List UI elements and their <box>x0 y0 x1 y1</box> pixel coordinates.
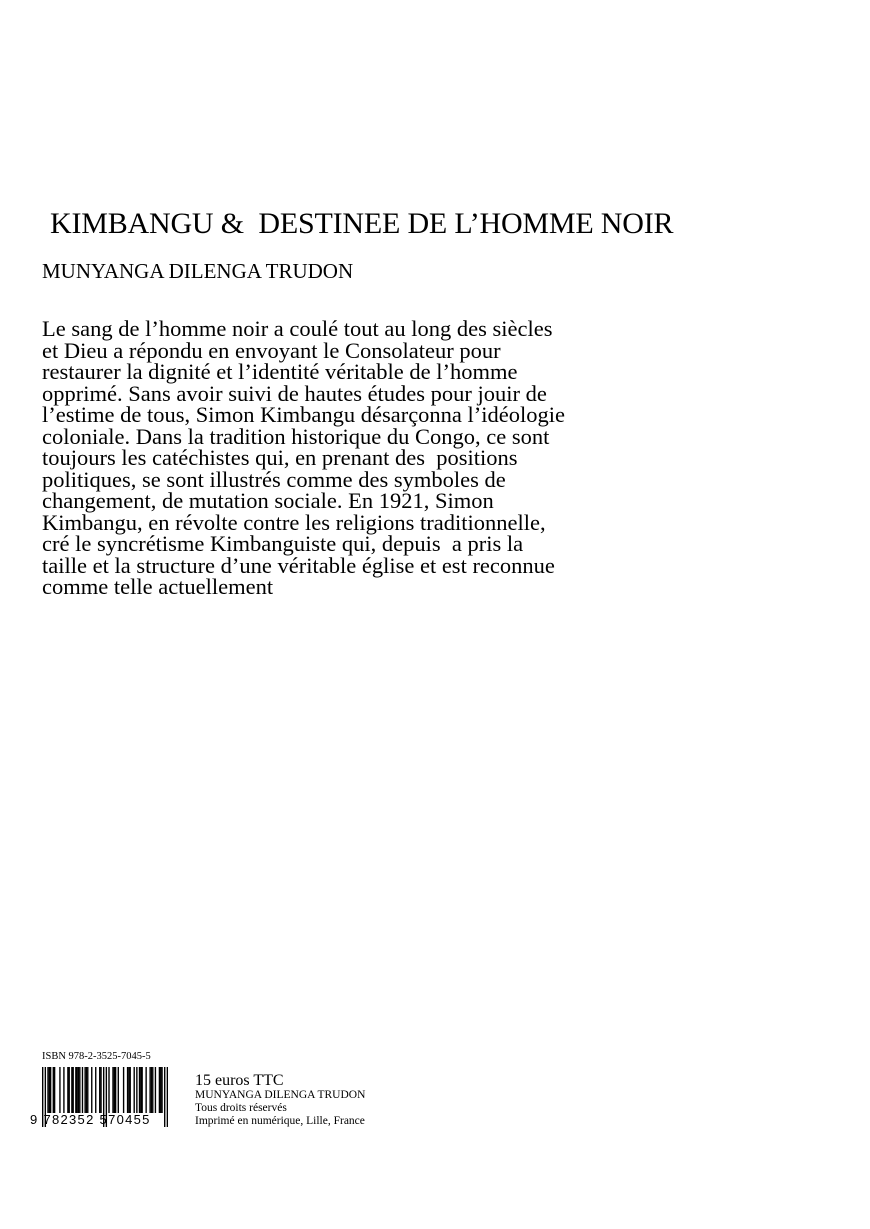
barcode-bar <box>54 1067 55 1113</box>
barcode-digits: 9 782352 570455 <box>30 1112 151 1127</box>
printing-notice: Imprimé en numérique, Lille, France <box>195 1115 365 1127</box>
blurb-line: comme telle actuellement <box>42 574 274 599</box>
barcode-bar <box>71 1067 72 1113</box>
rights-notice: Tous droits réservés <box>195 1102 287 1114</box>
blurb-line: toujours les catéchistes qui, en prenant des positions <box>42 445 518 470</box>
book-author: MUNYANGA DILENGA TRUDON <box>42 259 354 283</box>
book-title: KIMBANGU & DESTINEE DE L’HOMME NOIR <box>50 207 674 240</box>
publication-info <box>195 1072 365 1128</box>
blurb-line: Le sang de l’homme noir a coulé tout au long des siècles <box>42 316 553 341</box>
barcode-bar <box>63 1067 64 1113</box>
barcode-bar <box>82 1067 83 1113</box>
barcode-bar <box>50 1067 51 1113</box>
barcode-bar <box>59 1067 60 1113</box>
barcode-bar <box>53 1067 54 1113</box>
barcode-bar <box>112 1067 113 1113</box>
blurb-line: changement, de mutation sociale. En 1921, Simon <box>42 488 494 513</box>
back-cover-blurb <box>42 318 565 598</box>
blurb-line: l’estime de tous, Simon Kimbangu désarçonna l’idéologie <box>42 402 566 427</box>
barcode-bar <box>95 1067 96 1113</box>
blurb-line: coloniale. Dans la tradition historique du Congo, ce sont <box>42 423 550 449</box>
blurb-line: taille et la structure d’une véritable église et est reconnue <box>42 552 555 578</box>
blurb-line: Kimbangu, en révolte contre les religions traditionnelle, <box>42 509 546 535</box>
barcode-bar <box>141 1067 142 1113</box>
barcode-bar <box>75 1067 76 1113</box>
barcode-bar <box>86 1067 87 1113</box>
blurb-line: opprimé. Sans avoir suivi de hautes études pour jouir de <box>42 380 547 406</box>
barcode-bar <box>87 1067 88 1113</box>
barcode-bar <box>167 1067 168 1127</box>
barcode-bar <box>115 1067 116 1113</box>
blurb-line: cré le syncrétisme Kimbanguiste qui, depuis a pris la <box>42 531 524 556</box>
barcode-bar <box>114 1067 115 1113</box>
barcode-bar <box>160 1067 161 1113</box>
barcode-bar <box>149 1067 150 1113</box>
barcode-bar <box>159 1067 160 1113</box>
barcode-bar <box>155 1067 156 1113</box>
barcode-bar <box>79 1067 80 1113</box>
price: 15 euros TTC <box>195 1072 284 1089</box>
barcode-bar <box>47 1067 48 1113</box>
barcode-bar <box>100 1067 101 1113</box>
barcode-bar <box>127 1067 128 1113</box>
barcode-bar <box>84 1067 85 1113</box>
barcode-bar <box>130 1067 131 1113</box>
blurb-line: restaurer la dignité et l’identité véritable de l’homme <box>42 359 518 384</box>
barcode-bar <box>123 1067 124 1113</box>
publisher-author: MUNYANGA DILENGA TRUDON <box>195 1089 366 1101</box>
barcode-bar <box>69 1067 70 1113</box>
barcode-bar <box>73 1067 74 1113</box>
isbn-label: ISBN 978-2-3525-7045-5 <box>42 1051 151 1062</box>
barcode-bar <box>49 1067 50 1113</box>
barcode-bar <box>152 1067 153 1113</box>
blurb-line: et Dieu a répondu en envoyant le Consolateur pour <box>42 337 501 363</box>
barcode-bar <box>128 1067 129 1113</box>
barcode-bar <box>164 1067 165 1127</box>
barcode-bar <box>134 1067 135 1113</box>
barcode-bar <box>151 1067 152 1113</box>
barcode-bar <box>161 1067 162 1113</box>
barcode-bar <box>91 1067 92 1113</box>
barcode-bar <box>99 1067 100 1113</box>
barcode-bar <box>76 1067 77 1113</box>
barcode-bar <box>145 1067 146 1113</box>
barcode-bar <box>78 1067 79 1113</box>
barcode-bar <box>140 1067 141 1113</box>
barcode-bar <box>108 1067 109 1113</box>
barcode-bar <box>136 1067 137 1113</box>
blurb-line: politiques, se sont illustrés comme des symboles de <box>42 466 506 492</box>
barcode-bar <box>118 1067 119 1113</box>
barcode-bar <box>67 1067 68 1113</box>
barcode-bar <box>139 1067 140 1113</box>
